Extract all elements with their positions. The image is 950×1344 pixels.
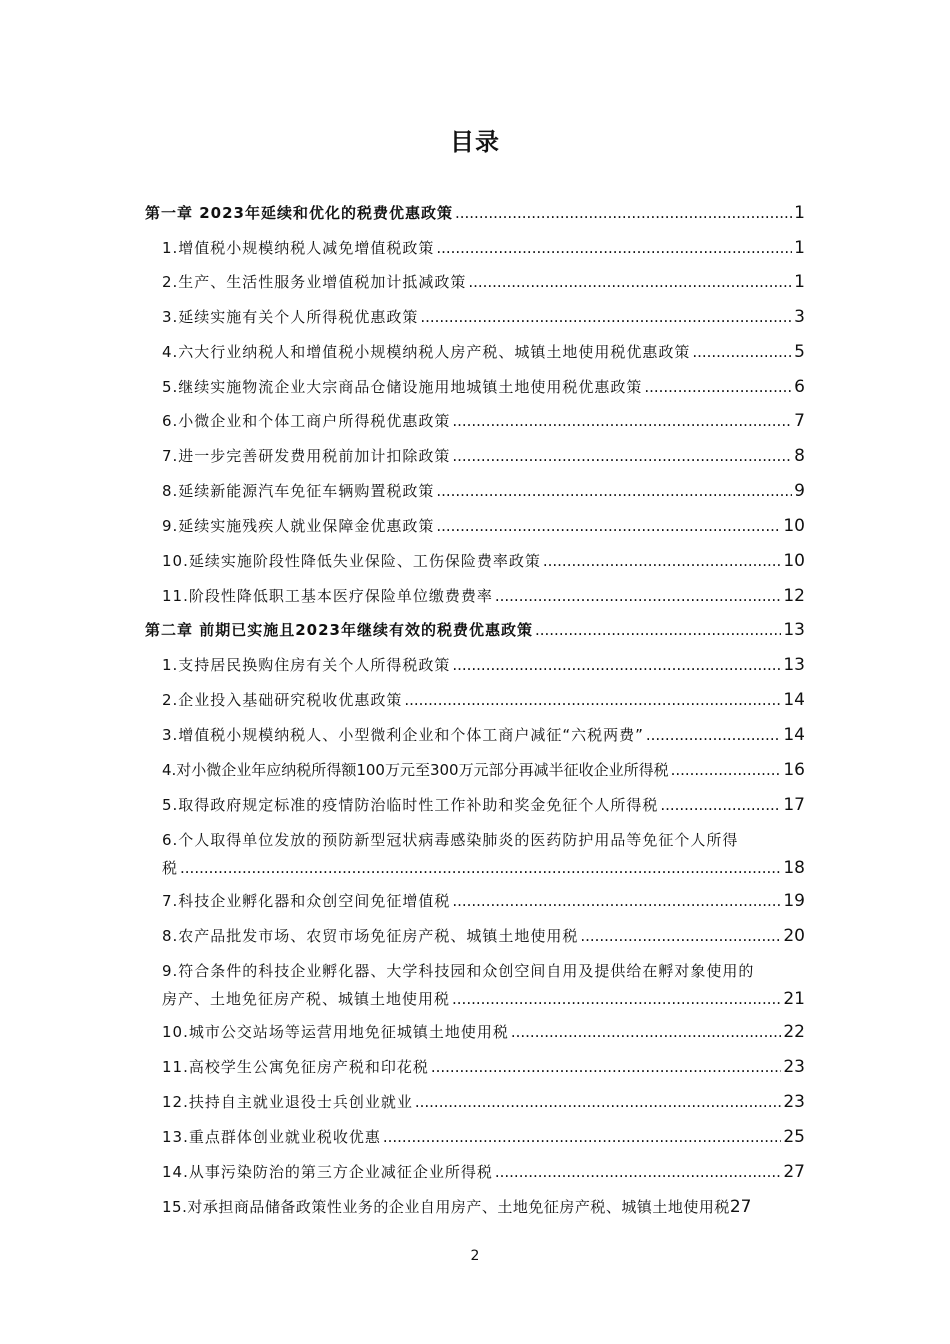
toc-page-number: 1 — [794, 203, 805, 223]
toc-entry[interactable] — [145, 238, 805, 258]
toc-page-number: 27 — [729, 1197, 752, 1217]
toc-entry[interactable] — [145, 342, 805, 362]
toc-entry-text: 2.生产、生活性服务业增值税加计抵减政策 — [162, 273, 467, 291]
toc-page-number: 17 — [783, 795, 805, 815]
toc-entry[interactable] — [145, 307, 805, 327]
toc-title: 目录 — [450, 128, 500, 156]
toc-entry-text-continued: 房产、土地免征房产税、城镇土地使用税 — [162, 990, 451, 1008]
toc-entry-text: 5.取得政府规定标准的疫情防治临时性工作补助和奖金免征个人所得税 — [162, 796, 659, 814]
leader-dots — [543, 551, 782, 571]
toc-entry[interactable] — [145, 377, 805, 397]
toc-page-number: 22 — [783, 1022, 805, 1042]
toc-page-number: 10 — [783, 551, 805, 571]
toc-entry[interactable] — [145, 586, 805, 606]
toc-entry[interactable] — [145, 690, 805, 710]
toc-entry-text: 4.对小微企业年应纳税所得额100万元至300万元部分再减半征收企业所得税 — [162, 761, 669, 779]
toc-entry[interactable] — [145, 725, 805, 745]
leader-dots — [495, 1162, 782, 1182]
toc-entry[interactable] — [145, 516, 805, 536]
toc-page-number: 6 — [794, 377, 805, 397]
toc-entry[interactable] — [145, 272, 805, 292]
toc-page-number: 19 — [783, 891, 805, 911]
toc-entry-text: 3.延续实施有关个人所得税优惠政策 — [162, 308, 419, 326]
toc-page-number: 23 — [783, 1092, 805, 1112]
leader-dots — [511, 1022, 782, 1042]
toc-entry-text: 12.扶持自主就业退役士兵创业就业 — [162, 1093, 413, 1111]
toc-entry-text: 3.增值税小规模纳税人、小型微利企业和个体工商户减征“六税两费” — [162, 726, 644, 744]
leader-dots — [180, 858, 781, 878]
toc-entry[interactable] — [145, 481, 805, 501]
toc-page-number: 14 — [783, 725, 805, 745]
leader-dots — [671, 760, 782, 780]
leader-dots — [383, 1127, 782, 1147]
leader-dots — [660, 795, 781, 815]
toc-entry-text: 14.从事污染防治的第三方企业减征企业所得税 — [162, 1163, 493, 1181]
toc-chapter-2[interactable] — [145, 620, 805, 640]
toc-page-number: 27 — [783, 1162, 805, 1182]
toc-entry[interactable] — [145, 446, 805, 466]
leader-dots — [644, 377, 792, 397]
toc-entry[interactable] — [145, 1127, 805, 1147]
toc-page-number: 7 — [794, 411, 805, 431]
toc-entry[interactable] — [145, 926, 805, 946]
toc-entry-text: 10.延续实施阶段性降低失业保险、工伤保险费率政策 — [162, 552, 541, 570]
toc-entry-text: 8.延续新能源汽车免征车辆购置税政策 — [162, 482, 435, 500]
page-number: 2 — [470, 1248, 480, 1264]
toc-page-number: 9 — [794, 481, 805, 501]
leader-dots — [436, 516, 781, 536]
toc-page-number: 5 — [794, 342, 805, 362]
toc-page-number: 21 — [783, 989, 805, 1009]
toc-entry[interactable] — [145, 1197, 805, 1217]
toc-entry[interactable] — [145, 795, 805, 815]
toc-entry-text: 11.高校学生公寓免征房产税和印花税 — [162, 1058, 429, 1076]
leader-dots — [436, 481, 792, 501]
toc-page-number: 12 — [783, 586, 805, 606]
toc-page-number: 8 — [794, 446, 805, 466]
leader-dots — [452, 891, 781, 911]
toc-entry-text: 第一章 2023年延续和优化的税费优惠政策 — [145, 204, 453, 222]
leader-dots — [415, 1092, 782, 1112]
leader-dots — [431, 1057, 782, 1077]
toc-entry-text: 1.支持居民换购住房有关个人所得税政策 — [162, 656, 451, 674]
toc-page-number: 23 — [783, 1057, 805, 1077]
toc-page-number: 14 — [783, 690, 805, 710]
toc-entry[interactable] — [145, 1162, 805, 1182]
leader-dots — [420, 307, 792, 327]
toc-entry[interactable] — [145, 961, 805, 1009]
toc-entry[interactable] — [145, 1057, 805, 1077]
leader-dots — [436, 238, 792, 258]
leader-dots — [580, 926, 781, 946]
toc-entry-text: 8.农产品批发市场、农贸市场免征房产税、城镇土地使用税 — [162, 927, 579, 945]
toc-page-number: 18 — [783, 858, 805, 878]
toc-entry[interactable] — [145, 830, 805, 878]
leader-dots — [495, 586, 782, 606]
toc-entry[interactable] — [145, 655, 805, 675]
toc-page-number: 20 — [783, 926, 805, 946]
toc-entry-text: 7.进一步完善研发费用税前加计扣除政策 — [162, 447, 451, 465]
toc-entry-text: 6.小微企业和个体工商户所得税优惠政策 — [162, 412, 451, 430]
toc-entry-text: 1.增值税小规模纳税人减免增值税政策 — [162, 239, 435, 257]
toc-page-number: 3 — [794, 307, 805, 327]
leader-dots — [455, 203, 792, 223]
toc-page-number: 1 — [794, 238, 805, 258]
toc-entry-text: 9.延续实施残疾人就业保障金优惠政策 — [162, 517, 435, 535]
leader-dots — [452, 989, 781, 1009]
leader-dots — [646, 725, 782, 745]
toc-entry-text: 5.继续实施物流企业大宗商品仓储设施用地城镇土地使用税优惠政策 — [162, 378, 643, 396]
toc-page-number: 16 — [783, 760, 805, 780]
leader-dots — [452, 446, 792, 466]
toc-entry-text: 2.企业投入基础研究税收优惠政策 — [162, 691, 403, 709]
toc-page-number: 25 — [783, 1127, 805, 1147]
toc-entry[interactable] — [145, 1092, 805, 1112]
toc-entry-text-continued: 税 — [162, 859, 179, 877]
toc-page-number: 13 — [783, 620, 805, 640]
toc-entry-text: 11.阶段性降低职工基本医疗保险单位缴费费率 — [162, 587, 493, 605]
toc-entry[interactable] — [145, 760, 805, 780]
toc-entry[interactable] — [145, 891, 805, 911]
leader-dots — [452, 655, 781, 675]
toc-entry-text: 6.个人取得单位发放的预防新型冠状病毒感染肺炎的医药防护用品等免征个人所得 — [162, 831, 739, 849]
toc-entry-text: 15.对承担商品储备政策性业务的企业自用房产、土地免征房产税、城镇土地使用税 — [162, 1198, 730, 1216]
leader-dots — [404, 690, 781, 710]
leader-dots — [692, 342, 792, 362]
toc-entry-text: 10.城市公交站场等运营用地免征城镇土地使用税 — [162, 1023, 509, 1041]
toc-entry[interactable] — [145, 551, 805, 571]
toc-entry[interactable] — [145, 1022, 805, 1042]
toc-page-number: 10 — [783, 516, 805, 536]
toc-chapter-1[interactable] — [145, 203, 805, 223]
leader-dots — [535, 620, 781, 640]
toc-entry-text: 13.重点群体创业就业税收优惠 — [162, 1128, 381, 1146]
toc-entry-text: 第二章 前期已实施且2023年继续有效的税费优惠政策 — [145, 621, 533, 639]
toc-entry-text: 9.符合条件的科技企业孵化器、大学科技园和众创空间自用及提供给在孵对象使用的 — [162, 962, 755, 980]
leader-dots — [468, 272, 792, 292]
toc-page-number: 13 — [783, 655, 805, 675]
toc-entry[interactable] — [145, 411, 805, 431]
leader-dots — [452, 411, 792, 431]
toc-entry-text: 7.科技企业孵化器和众创空间免征增值税 — [162, 892, 451, 910]
toc-page-number: 1 — [794, 272, 805, 292]
toc-entry-text: 4.六大行业纳税人和增值税小规模纳税人房产税、城镇土地使用税优惠政策 — [162, 343, 691, 361]
